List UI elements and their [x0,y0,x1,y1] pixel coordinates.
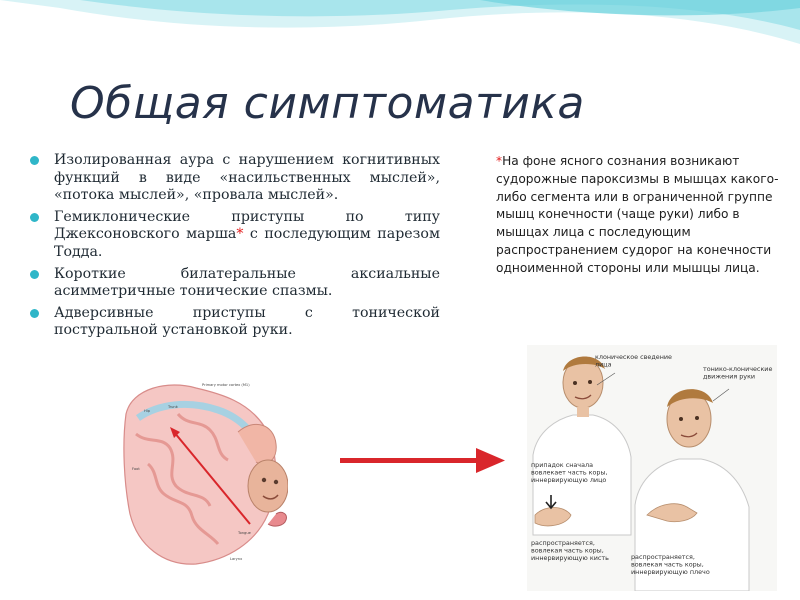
brain-label: Trunk [168,405,178,409]
footnote [496,153,784,278]
bullet-icon [30,213,39,222]
figure-label-line: вовлекает часть коры, [531,468,608,477]
list-item-text: Изолированная аура с нарушением когнитивных функций в виде «насильственных мыслей», «потока мыслей», «провала мыслей». [54,152,440,204]
bullet-icon [30,156,39,165]
bullet-icon [30,309,39,318]
figure-label-line: распространяется, [531,539,595,547]
brain-label: Foot [132,467,140,471]
list-item-text: с последующим парезом Тодда. [54,226,440,260]
figure-label-line: иннервирующую плечо [631,568,710,576]
progression-arrow-icon [340,446,505,476]
figure-label-line: припадок сначала [531,461,594,469]
figure-label-line: вовлекая часть коры, [531,546,604,555]
bullet-icon [30,270,39,279]
footnote-text: На фоне ясного сознания возникают судорожные пароксизмы в мышцах какого-либо сегмента или в ограниченной группе мышц конечности (чаще руки) либо в мышцах лица с последующим распространением судорог на конечности одноименной стороны или мышцы лица. [496,154,779,275]
list-item [28,209,440,262]
list-item [28,152,440,205]
figure-label-line: клоническое сведение [595,353,672,361]
brain-label: Larynx [230,557,243,561]
figure-label-line: вовлекая часть коры, [631,560,704,569]
brain-label: Hip [144,409,150,413]
seizure-progression-illustration [527,345,777,591]
brain-label: Primary motor cortex (M1) [202,383,250,387]
symptom-list [28,152,440,344]
figure-label-line: лица [595,360,612,369]
figure-label-line: движения руки [703,372,756,381]
figure-label-line: иннервирующую лицо [531,476,607,484]
list-item-text: Адверсивные приступы с тонической постуральной установкой руки. [54,304,440,339]
list-item-text: Короткие билатеральные аксиальные асимметричные тонические спазмы. [54,265,440,300]
figure-label-line: распространяется, [631,553,695,561]
list-item [28,305,440,340]
figure-label-line: иннервирующую кисть [531,554,609,562]
list-item [28,266,440,301]
slide-title: Общая симптоматика [70,78,585,129]
figure-label-line: тонико-клонические [703,365,773,373]
list-item-text: Гемиклонические приступы по типу Джексоновского марша [54,208,440,243]
asterisk-mark: * [496,154,503,168]
brain-cortex-illustration [118,374,288,570]
asterisk-mark: * [236,226,244,243]
header-wave-decoration [0,0,800,70]
brain-label: Tongue [238,531,251,535]
